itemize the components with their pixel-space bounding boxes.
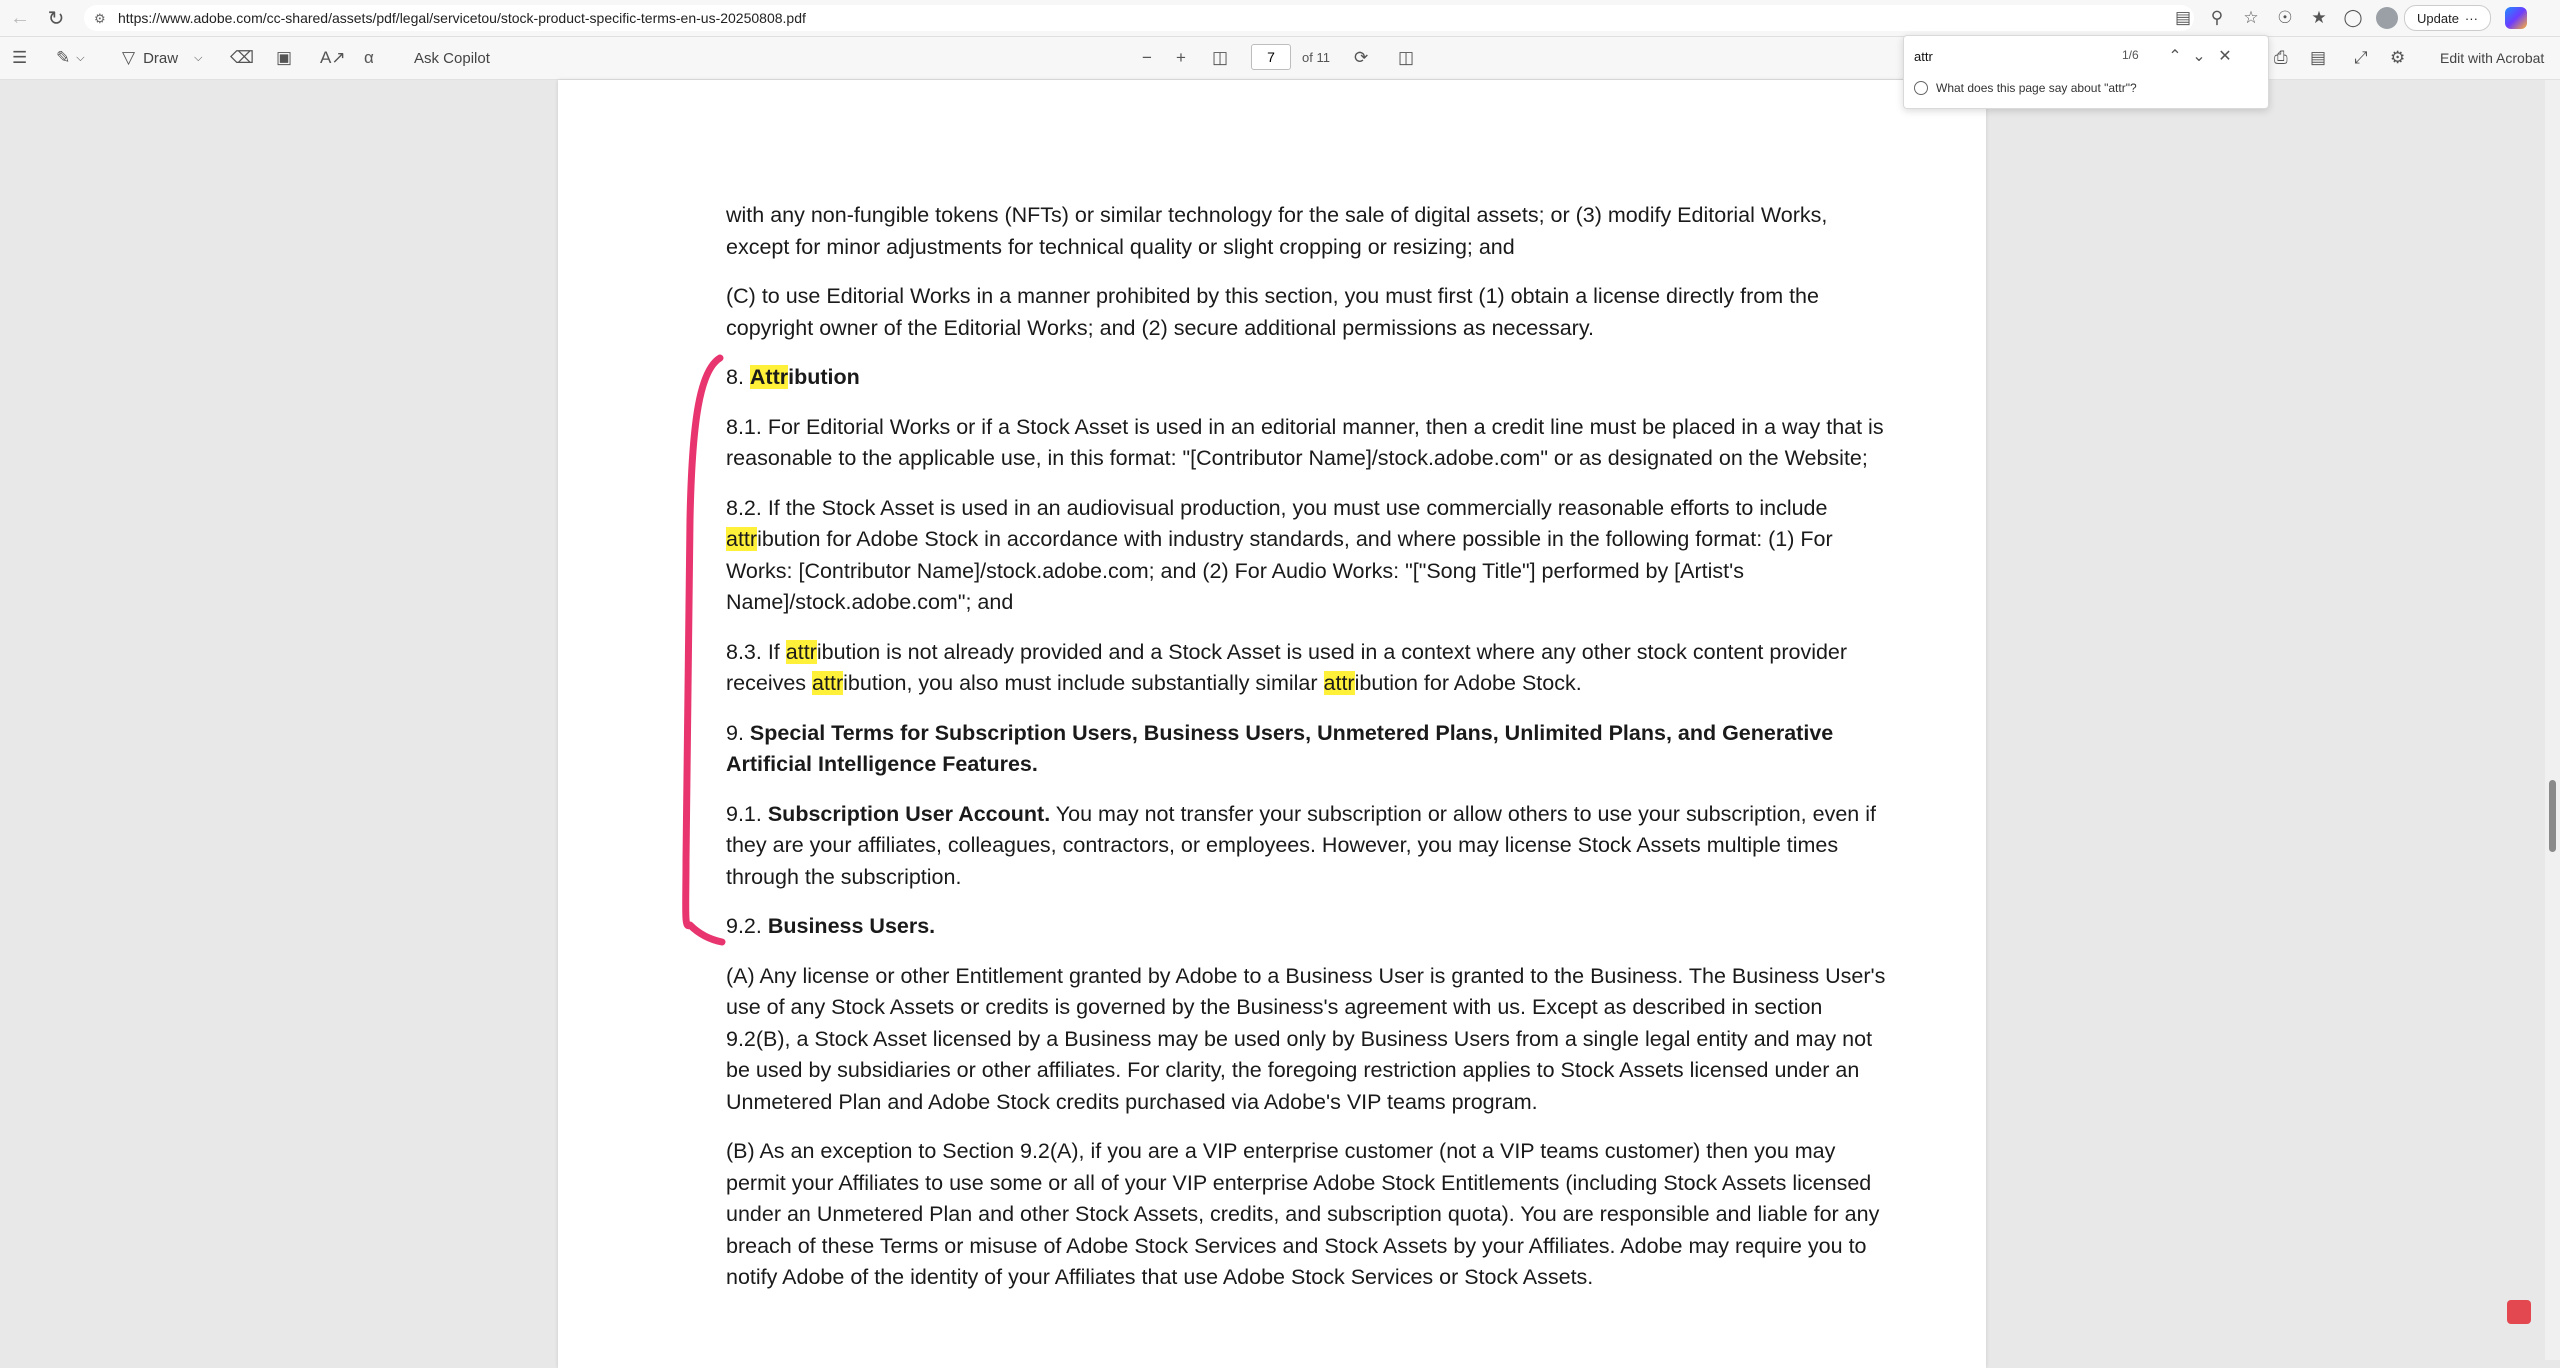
heading-text: Special Terms for Subscription Users, Business Users, Unmetered Plans, Unlimited Plans, and Generative Artificial Intelligence Features. (726, 720, 1834, 776)
back-icon[interactable]: ← (10, 6, 30, 29)
contents-icon[interactable]: ☰ (12, 48, 28, 67)
read-aloud-icon[interactable]: A↗ (320, 48, 346, 67)
add-text-icon[interactable]: ▣ (276, 48, 293, 67)
text: ibution is not already provided and a Stock Asset is used in a context where any other stock content provider receives (726, 639, 1848, 695)
heading-text: ibution (788, 365, 860, 389)
subheading: Business Users. (767, 914, 936, 938)
url-bar[interactable] (84, 5, 2194, 31)
paragraph-9-2-b: (B) As an exception to Section 9.2(A), if you are a VIP enterprise customer (not a VIP teams customer) then you may permit your Affiliates to use some or all of your VIP enterprise Adobe Stock Entitlements (including Stock Assets licensed under an Unmetered Plan and other Stock Assets, credits, and subscription quota). You are responsible and liable for any breach of these Terms or misuse of Adobe Stock Services and Stock Assets by your Affiliates. Adobe may require you to notify Adobe of the identity of your Affiliates that use Adobe Stock Services or Stock Assets. (726, 1139, 1880, 1289)
draw-icon: ▽ (122, 48, 136, 67)
search-highlight: attr (726, 527, 758, 551)
section-heading-8 (726, 362, 1886, 394)
find-copilot-suggestion[interactable] (1914, 81, 2137, 95)
text: ibution, you also must include substantially similar (843, 671, 1324, 695)
paragraph-8-3 (726, 637, 1886, 700)
eraser-icon[interactable]: ⌫ (230, 48, 255, 67)
section-heading-9 (726, 718, 1886, 781)
subheading: Subscription User Account. (767, 801, 1051, 826)
page-number-input[interactable] (1251, 44, 1291, 70)
paragraph-9-1 (726, 799, 1886, 894)
copilot-button[interactable] (2499, 4, 2533, 32)
rotate-icon[interactable]: ⟳ (1354, 48, 1369, 67)
text: ibution for Adobe Stock in accordance with industry standards, and where possible in the following format: (1) For Works: [Contributor Name]/stock.adobe.com; and (2) For Audio Works: "["Song Title"] performed by [Artist's Name]/stock.adobe.com"; and (726, 527, 1833, 614)
paragraph: (C) to use Editorial Works in a manner prohibited by this section, you must first (1) obtain a license directly from the copyright owner of the Editorial Works; and (2) secure additional permissions as necessary. (726, 284, 1819, 340)
translate-icon[interactable]: α (364, 48, 374, 67)
fullscreen-icon[interactable]: ⤢ (2354, 48, 2368, 67)
text: 8.2. If the Stock Asset is used in an audiovisual production, you must use commercially reasonable efforts to include (726, 495, 1828, 520)
text: 8.3. If (726, 639, 786, 664)
text: 9.1. (726, 801, 768, 826)
find-in-page-popup (1903, 35, 2269, 109)
refresh-icon[interactable]: ↻ (47, 7, 65, 30)
profile-avatar[interactable] (2370, 4, 2404, 32)
fit-to-width-icon[interactable]: ◫ (1212, 48, 1229, 67)
section-number: 8. (726, 365, 750, 389)
print-icon[interactable]: ⎙ (2274, 48, 2288, 67)
favorite-star-icon[interactable]: ☆ (2243, 8, 2259, 27)
search-highlight: attr (1323, 671, 1355, 695)
ask-copilot-button[interactable] (414, 45, 490, 71)
find-previous-icon[interactable]: ⌃ (2168, 48, 2182, 65)
search-highlight: attr (785, 639, 817, 664)
draw-label: Draw (143, 49, 179, 67)
text: ibution for Adobe Stock. (1354, 671, 1582, 695)
more-icon: ··· (2464, 10, 2478, 26)
text: You may not transfer your subscription or allow others to use your subscription, even if they are your affiliates, colleagues, contractors, or employees. However, you may license Stock Assets multiple times through the subscription. (726, 801, 1876, 889)
draw-dropdown-icon[interactable]: ⌵ (194, 51, 203, 64)
update-button[interactable] (2404, 5, 2491, 31)
zoom-out-icon[interactable]: − (1142, 48, 1152, 67)
settings-gear-icon[interactable]: ⚙ (2390, 48, 2406, 67)
find-suggestion-text: What does this page say about "attr"? (1936, 81, 2137, 95)
search-highlight: Attr (749, 365, 789, 389)
paragraph-8-2 (726, 493, 1886, 619)
site-info-icon[interactable]: ⚙ (94, 11, 106, 26)
edit-with-acrobat-label: Edit with Acrobat (2440, 50, 2545, 66)
highlight-icon[interactable]: ✎ ⌵ (56, 48, 85, 67)
favorites-icon[interactable]: ★ (2311, 8, 2327, 27)
acrobat-icon[interactable] (2507, 1300, 2531, 1324)
paragraph-9-2-heading (726, 911, 1886, 943)
ask-copilot-label: Ask Copilot (414, 49, 490, 67)
paragraph-9-2-a: (A) Any license or other Entitlement granted by Adobe to a Business User is granted to the Business. The Business User's use of any Stock Assets or credits is governed by the Business's agreement with us. Except as described in section 9.2(B), a Stock Asset licensed by a Business may be used only by Business Users from a single legal entity and may not be used by subsidiaries or other affiliates. For clarity, the foregoing restriction applies to Stock Assets licensed under an Unmetered Plan and Adobe Stock credits purchased via Adobe's VIP teams program. (726, 963, 1886, 1114)
edit-with-acrobat-button[interactable] (2440, 45, 2544, 71)
document-body (726, 200, 1886, 1312)
find-next-icon[interactable]: ⌄ (2192, 48, 2206, 65)
find-input[interactable] (1912, 44, 2096, 68)
search-highlight: attr (812, 671, 844, 695)
section-number: 9. (726, 720, 750, 745)
paragraph-8-1: 8.1. For Editorial Works or if a Stock Asset is used in an editorial manner, then a credit line must be placed in a way that is reasonable to the applicable use, in this format: "[Contributor Name]/stock.adobe.com" or as designated on the Website; (726, 414, 1884, 470)
copilot-icon (1914, 81, 1928, 95)
vertical-scrollbar[interactable] (2545, 80, 2560, 1360)
save-icon[interactable]: ▤ (2310, 48, 2327, 67)
find-count: 1/6 (2122, 48, 2139, 62)
avatar (2376, 7, 2398, 29)
browser-actions (2166, 4, 2533, 32)
translate-icon[interactable]: ▤ (2174, 8, 2192, 27)
page-view-icon[interactable]: ◫ (1398, 48, 1415, 67)
browser-address-bar (0, 0, 2560, 37)
scroll-thumb[interactable] (2549, 780, 2556, 852)
draw-button[interactable] (122, 45, 202, 71)
pdf-page (558, 80, 1986, 1368)
url-text: https://www.adobe.com/cc-shared/assets/pdf/legal/servicetou/stock-product-specific-terms-en-us-20250808.pdf (118, 10, 806, 26)
copilot-icon (2505, 7, 2527, 29)
browser-essentials-icon[interactable]: ◯ (2343, 8, 2363, 27)
find-close-icon[interactable]: ✕ (2218, 48, 2232, 65)
zoom-in-icon[interactable]: + (1176, 48, 1186, 67)
zoom-icon[interactable]: ⚲ (2210, 8, 2224, 27)
text: 9.2. (726, 914, 768, 938)
update-label: Update (2417, 10, 2459, 26)
page-total: of 11 (1302, 50, 1330, 65)
paragraph: with any non-fungible tokens (NFTs) or similar technology for the sale of digital assets; or (3) modify Editorial Works, except for minor adjustments for technical quality or slight cropping or resizing; and (726, 203, 1828, 259)
extensions-icon[interactable]: ☉ (2277, 8, 2293, 27)
